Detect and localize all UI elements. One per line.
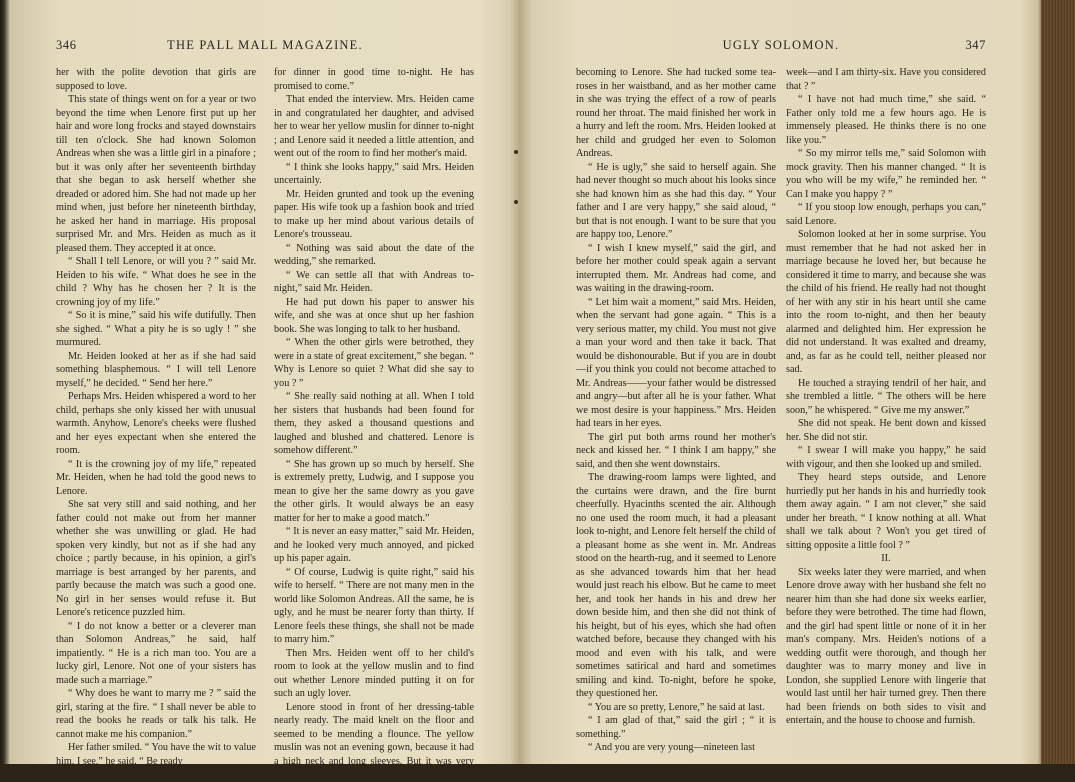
paragraph: week—and I am thirty-six. Have you considered that ? ”	[786, 67, 986, 92]
paragraph: The drawing-room lamps were lighted, and the curtains were drawn, and the fire burnt cheerfully. Hyacinths scented the air. Although no one used the room much, it had a pleasant look to-night, and Lenore felt herself the child of a pleasant home as she went in. Mr. Andreas stood on the hearth-rug, and it seemed to Lenore as she advanced towards him that her head would just reach his elbow. But he came to meet her, and took her hands in his and drew her down beside him, and then she did not think of his height, but of his eyes, which she had often watched before, because they changed with his mood and even with his talk, and were sometimes satirical and hard and sometimes smiling and kind. To-night, before he spoke, they questioned her.	[576, 472, 776, 699]
paragraph: That ended the interview. Mrs. Heiden came in and congratulated her daughter, and advised her to wear her yellow muslin for dinner to-night ; and Lenore said it needed a little attention, and went out of the room to find her mother's maid.	[274, 94, 474, 159]
left-page	[56, 30, 474, 780]
paragraph: This state of things went on for a year or two beyond the time when Lenore first put up her hair and wore long frocks and stayed downstairs till ten o'clock. She had known Solomon Andreas when she was a little girl in a pinafore ; but it was only after her seventeenth birthday that she began to ask herself whether she dreaded or adored him. She had not made up her mind when, just before her nineteenth birthday, he asked her hand in marriage. His proposal surprised Mr. and Mrs. Heiden as much as it pleased them. They accepted it at once.	[56, 94, 256, 254]
paragraph: Her father smiled. “ You have the wit to value him, I see,” he said. “ Be ready	[56, 742, 256, 767]
right-page-header	[576, 30, 986, 52]
text-column	[56, 66, 256, 782]
paragraph: becoming to Lenore. She had tucked some tea-roses in her waistband, and as her mother came in she was trying the effect of a row of pearls round her throat. The maid finished her work in a hurry and left the room. Mrs. Heiden looked at her child and grudged her even to Solomon Andreas.	[576, 67, 776, 159]
margin-dot	[514, 150, 518, 154]
paragraph: She sat very still and said nothing, and her father could not make out from her manner whether she was unwilling or glad. He had spoken very kindly, but not as if she had any choice ; partly because, in his opinion, a girl's marriage is best arranged by her parents, and partly because the match was such a good one. No girl in her senses would refuse it. But Lenore's reticence puzzled him.	[56, 499, 256, 618]
paragraph: Perhaps Mrs. Heiden whispered a word to her child, perhaps she only kissed her with unusual warmth. Anyhow, Lenore's cheeks were flushed and her eyes expectant when she entered the room.	[56, 391, 256, 456]
paragraph: “ So my mirror tells me,” said Solomon with mock gravity. Then his manner changed. “ It is you who will be my wife,” he reminded her. “ Can I make you happy ? ”	[786, 148, 986, 200]
page-number: 346	[56, 38, 77, 52]
paragraph: “ I do not know a better or a cleverer man than Solomon Andreas,” he said, half impatiently. “ He is a rich man too. You are a lucky girl, Lenore. Not one of your sisters has made such a marriage.”	[56, 620, 256, 686]
section-heading: II.	[881, 553, 891, 564]
paragraph: Mr. Heiden grunted and took up the evening paper. His wife took up a fashion book and tried to make up her mind about various details of Lenore's trousseau.	[274, 188, 474, 240]
paragraph: Six weeks later they were married, and when Lenore drove away with her husband she felt no nearer him than she had done six weeks earlier, before they were betrothed. The time had flown, and the girl had spent little or none of it in her man's company. Mrs. Heiden's notions of a wedding outfit were thorough, and though her daughter was to marry money and live in London, she supplied Lenore with lingerie that would last until her hair turned grey. Then there had been friends on both sides to visit and entertain, and the house to choose and furnish.	[786, 566, 986, 726]
paragraph: He had put down his paper to answer his wife, and she was at once shut up her fashion book. She was longing to talk to her husband.	[274, 296, 474, 335]
margin-dot	[514, 200, 518, 204]
paragraph: They heard steps outside, and Lenore hurriedly put her hands in his and hurriedly took them away again. “ I am not clever,” she said under her breath. “ I know nothing at all. What shall we talk about ? Won't you get tired of sitting opposite a little fool ? ”	[786, 472, 986, 551]
paragraph: She did not speak. He bent down and kissed her. She did not stir.	[786, 418, 986, 443]
paragraph: “ I have not had much time,” she said. “ Father only told me a few hours ago. He is immensely pleased. He thinks there is no one like you.”	[786, 94, 986, 146]
paragraph: Solomon looked at her in some surprise. You must remember that he had not asked her in marriage because he loved her, but because he considered it time to marry, and because she was the child of his friend. He really had not thought of her with any stir in his heart until she came into the room to-night, and then her beauty alarmed and delighted him. Her expression he did not understand. It was exalted and dreamy, and, as far as he could tell, neither pleased nor sad.	[786, 229, 986, 375]
paragraph: “ She really said nothing at all. When I told her sisters that husbands had been found for them, they asked a thousand questions and laughed and blushed and chattered. Lenore is somehow different.”	[274, 391, 474, 456]
paragraph: “ If you stoop low enough, perhaps you can,” said Lenore.	[786, 202, 986, 227]
paragraph: Lenore stood in front of her dressing-table nearly ready. The maid knelt on the floor and seemed to be mending a flounce. The yellow muslin was not an evening gown, because it had a high neck and long sleeves. But it was very thin and elegant, and very	[274, 701, 474, 780]
paragraph: Then Mrs. Heiden went off to her child's room to look at the yellow muslin and to find out whether Lenore minded putting it on for such an ugly lover.	[274, 647, 474, 699]
paragraph: “ I swear I will make you happy,” he said with vigour, and then she looked up and smiled.	[786, 445, 986, 470]
page-number: 347	[965, 38, 986, 52]
right-page	[576, 30, 986, 753]
paragraph: “ You are so pretty, Lenore,” he said at last.	[588, 701, 765, 713]
text-column	[786, 66, 986, 755]
paragraph: her with the polite devotion that girls are supposed to love.	[56, 67, 256, 92]
running-head: THE PALL MALL MAGAZINE.	[167, 38, 363, 52]
paragraph: “ Nothing was said about the date of the wedding,” she remarked.	[274, 242, 474, 267]
paragraph: Mr. Heiden looked at her as if she had said something blasphemous. “ I will tell Lenore myself,” he decided. “ Send her here.”	[56, 350, 256, 389]
text-column	[576, 66, 776, 755]
paragraph: “ When the other girls were betrothed, they were in a state of great excitement,” she began. “ Why is Lenore so quiet ? What did she say to you ? ”	[274, 337, 474, 389]
paragraph: He touched a straying tendril of her hair, and she trembled a little. “ The others will be here soon,” he whispered. “ Give me my answer.”	[786, 377, 986, 416]
left-page-header	[56, 30, 474, 52]
paragraph: “ I wish I knew myself,” said the girl, and before her mother could speak again a servant interrupted them. Mr. Andreas had come, and was waiting in the drawing-room.	[576, 242, 776, 294]
page-edges	[1041, 0, 1075, 764]
paragraph: “ We can settle all that with Andreas to-night,” said Mr. Heiden.	[274, 269, 474, 294]
paragraph: The girl put both arms round her mother's neck and kissed her. “ I think I am happy,” she said, and then she went downstairs.	[576, 431, 776, 470]
paragraph: “ It is the crowning joy of my life,” repeated Mr. Heiden, when he had told the good news to Lenore.	[56, 458, 256, 497]
paragraph: “ I am glad of that,” said the girl ; “ it is something.”	[576, 715, 776, 740]
paragraph: “ He is ugly,” she said to herself again. She had never thought so much about his looks since she had known him as she had this day. “ Your father and I are very happy,” she said aloud, “ but that is not enough. I want to be sure that you are happy too, Lenore.”	[576, 161, 776, 240]
paragraph: “ It is never an easy matter,” said Mr. Heiden, and he looked very much annoyed, and picked up his paper again.	[274, 526, 474, 564]
paragraph: for dinner in good time to-night. He has promised to come.”	[274, 67, 474, 92]
running-head: UGLY SOLOMON.	[722, 38, 840, 52]
paragraph: “ And you are very young—nineteen last	[588, 742, 755, 753]
text-column	[274, 66, 474, 782]
paragraph: “ Why does he want to marry me ? ” said the girl, staring at the fire. “ I shall never be able to read the books he reads or talk his talk. He cannot make me his companion.”	[56, 688, 256, 740]
paragraph: “ She has grown up so much by herself. She is extremely pretty, Ludwig, and I suppose you mean to give her the same dowry as you gave the other girls. It would always be an easy matter for her to make a good match.”	[274, 458, 474, 524]
paragraph: “ Let him wait a moment,” said Mrs. Heiden, when the servant had gone again. “ This is a very serious matter, my child. You must not give a man your word and then take it back. That would be dishonourable. But if you are in doubt—if you think you could not become attached to Mr. Andreas——your father would be distressed and angry—but after all he is your father. What we most desire is your happiness.” Mrs. Heiden had tears in her eyes.	[576, 296, 776, 429]
paragraph: “ So it is mine,” said his wife dutifully. Then she sighed. “ What a pity he is so ugly ! ” she murmured.	[56, 310, 256, 348]
paragraph: “ I think she looks happy,” said Mrs. Heiden uncertainly.	[274, 161, 474, 186]
paragraph: “ Of course, Ludwig is quite right,” said his wife to herself. “ There are not many men in the world like Solomon Andreas. All the same, he is ugly, and he must be nearer forty than thirty. If Lenore feels these things, she shall not be made to marry him.”	[274, 566, 474, 645]
paragraph: “ Shall I tell Lenore, or will you ? ” said Mr. Heiden to his wife. “ What does he see in the child ? Why has he chosen her ? It is the crowning joy of my life.”	[56, 256, 256, 308]
